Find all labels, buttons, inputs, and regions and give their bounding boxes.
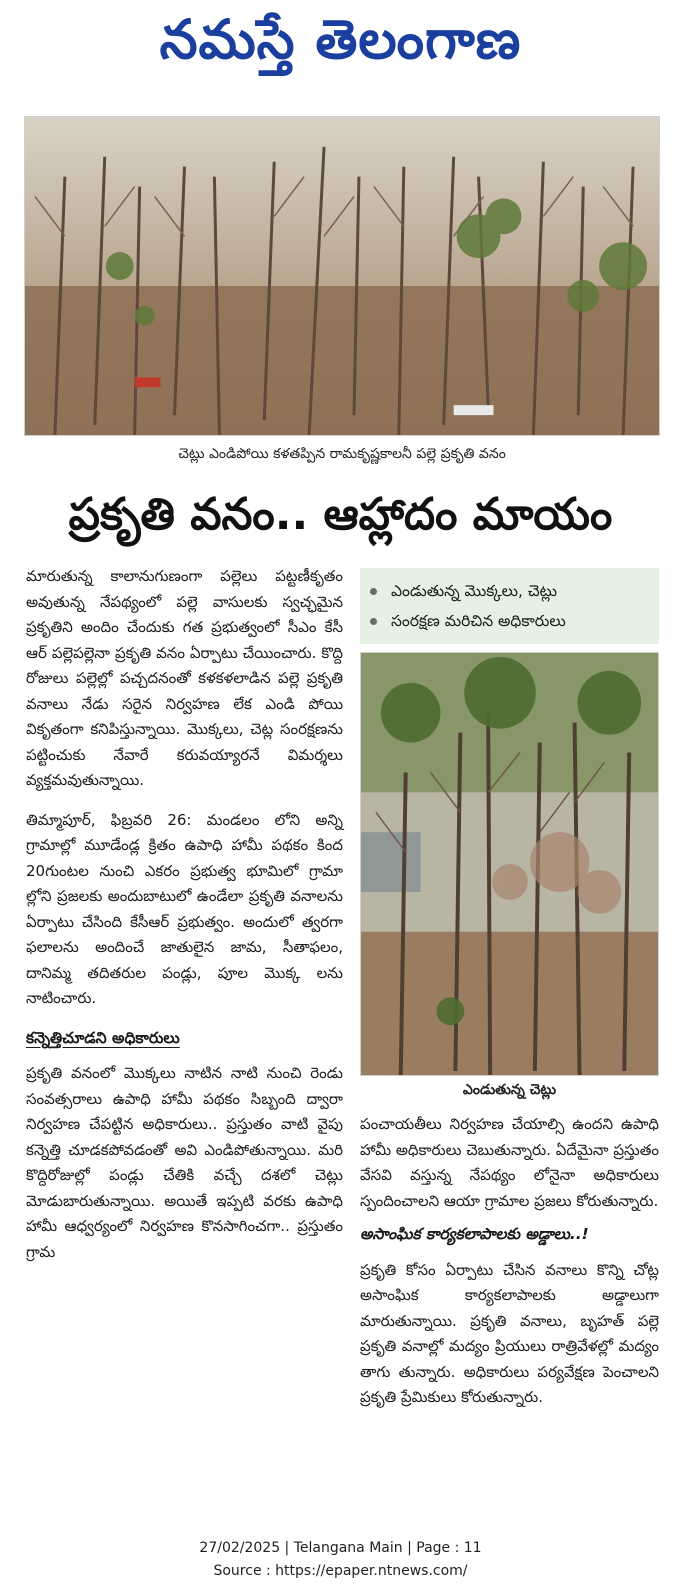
bullet-icon — [370, 588, 377, 595]
highlight-text: ఎండుతున్న మొక్కలు, చెట్లు — [391, 582, 557, 600]
footer-date-page: 27/02/2025 | Telangana Main | Page : 11 — [199, 1540, 482, 1556]
photo-top-caption: చెట్లు ఎండిపోయి కళతప్పిన రామకృష్ణకాలనీ పల్లె ప్రకృతి వనం — [178, 446, 506, 462]
highlight-text: సంరక్షణ మరిచిన అధికారులు — [391, 612, 566, 630]
paragraph-3: పంచాయతీలు నిర్వహణ చేయాల్సి ఉందని ఉపాధి హామీ అధికారులు చెబుతున్నారు. ఏదేమైనా ప్రస్తుతం వేసవి వస్తున్న నేపథ్యం లోనైనా అధికారులు స్పందించాలని ఆయా గ్రామాల ప్రజలు కోరుతున్నారు. — [360, 1115, 659, 1210]
subheading-officials: కన్నెత్తిచూడని అధికారులు — [26, 1028, 180, 1047]
footer-source: Source : https://epaper.ntnews.com/ — [213, 1563, 468, 1579]
drying-trees-image — [361, 653, 658, 1075]
forest-photo-top — [24, 116, 660, 436]
newspaper-masthead: నమస్తే తెలంగాణ — [159, 8, 522, 71]
subheading-antisocial: అసాంఘిక కార్యకలాపాలకు అడ్డాలు..! — [360, 1225, 589, 1243]
photo-right-caption: ఎండుతున్న చెట్లు — [462, 1082, 557, 1098]
bullet-icon — [370, 618, 377, 625]
highlights-box — [360, 568, 659, 644]
highlight-item — [370, 606, 649, 636]
paragraph-4: ప్రకృతి కోసం ఏర్పాటు చేసిన వనాలు కొన్ని చోట్ల అసాంఘిక కార్యకలాపాలకు అడ్డాలుగా మారుతున్నాయి. ప్రకృతి వనాలు, బృహత్ పల్లె ప్రకృతి వనాల్లో మద్యం ప్రియులు రాత్రివేళల్లో మద్యం తాగు తున్నారు. అధికారులు పర్యవేక్షణ పెంచాలని ప్రకృతి ప్రేమికులు కోరుతున్నారు. — [360, 1260, 659, 1406]
right-column — [360, 1112, 659, 1432]
dry-forest-image — [25, 117, 659, 435]
headline: ప్రకృతి వనం.. ఆహ్లాదం మాయం — [68, 489, 613, 540]
intro-paragraph: మారుతున్న కాలానుగుణంగా పల్లెలు పట్టణీకృతం అవుతున్న నేపథ్యంలో పల్లె వాసులకు స్వచ్ఛమైన ప్రకృతిని అందిం చేందుకు గత ప్రభుత్వంలో సీఎం కేసీ ఆర్ పల్లెపల్లెనా ప్రకృతి వనం ఏర్పాటు చేయించారు. కొద్ది రోజులు పల్లెల్లో పచ్చదనంతో కళకళలాడిన పల్లె ప్రకృతి వనాలు నేడు సరైన నిర్వహణ లేక ఎండి పోయి వికృతంగా కనిపిస్తున్నాయి. మొక్కలు, చెట్ల సంరక్షణను పట్టించుకు నేవారే కరువయ్యారనే విమర్శలు వ్యక్తమవుతున్నాయి. — [26, 567, 343, 789]
paragraph-2: ప్రకృతి వనంలో మొక్కలు నాటిన నాటి నుంచి రెండు సంవత్సరాలు ఉపాధి హామీ పథకం సిబ్బంది ద్వారా నిర్వహణ చేపట్టిన అధికారులు.. ప్రస్తుతం వాటి వైపు కన్నెత్తి చూడకపోవడంతో అవి ఎండిపోతున్నాయి. మరి కొద్దిరోజుల్లో పండ్లు చేతికి వచ్చే దశలో చెట్లు మోడుబారుతున్నాయి. అయితే ఇప్పటి వరకు ఉపాధి హామీ ఆధ్వర్యంలో నిర్వహణ కొనసాగించగా.. ప్రస్తుతం గ్రామ — [26, 1064, 343, 1261]
paragraph-1: తిమ్మాపూర్, ఫిబ్రవరి 26: మండలం లోని అన్ని గ్రామాల్లో మూడేండ్ల క్రితం ఉపాధి హామీ పథకం కింద 20గుంటల నుంచి ఎకరం ప్రభుత్వ భూమిలో గ్రామా ల్లోని ప్రజలకు అందుబాటులో ఉండేలా ప్రకృతి వనాలను ఏర్పాటు చేసింది కేసీఆర్ ప్రభుత్వం. అందులో త్వరగా ఫలాలను అందించే జాతులైన జామ, సీతాఫలం, దానిమ్మ తదితరుల పండ్లు, పూల మొక్క లను నాటించారు. — [26, 810, 343, 1007]
highlight-item — [370, 576, 649, 606]
left-column — [26, 564, 343, 1564]
forest-photo-right — [360, 652, 659, 1076]
